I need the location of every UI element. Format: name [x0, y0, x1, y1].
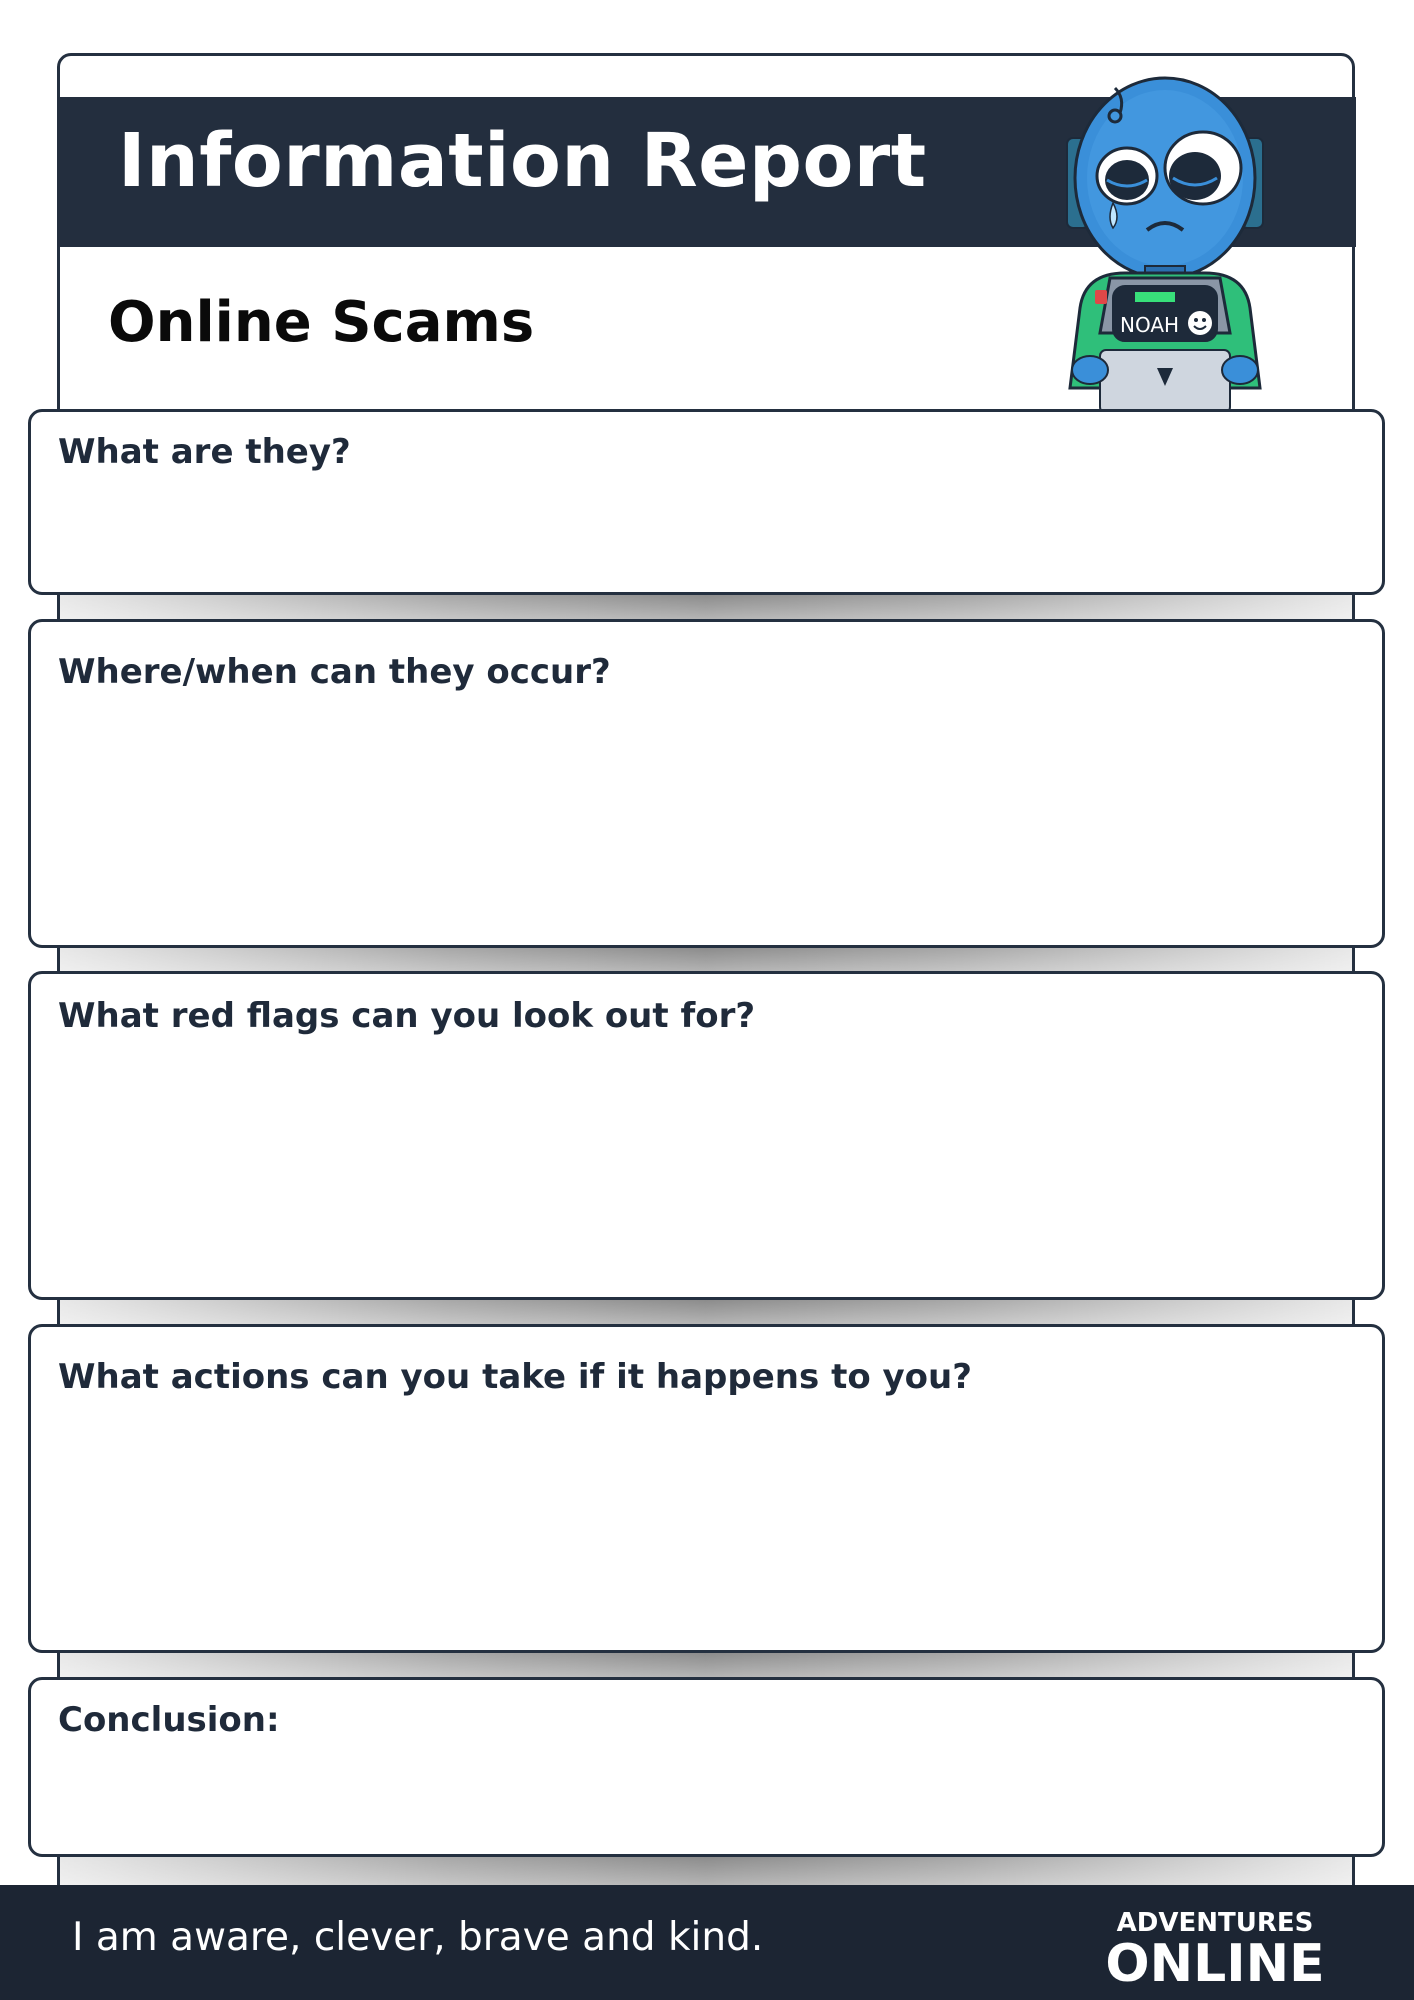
footer-bar: [0, 1885, 1414, 2000]
section-divider: [60, 595, 1352, 619]
section-label: What red flags can you look out for?: [58, 996, 756, 1036]
logo-line-adventures: ADVENTURES: [1116, 1908, 1314, 1938]
footer-motto: I am aware, clever, brave and kind.: [72, 1915, 764, 1960]
page-title: Information Report: [118, 118, 927, 204]
robot-mascot-icon: [1055, 68, 1275, 413]
logo-line-online: ONLINE: [1105, 1934, 1325, 1991]
mascot-badge-text: NOAH: [1120, 313, 1180, 337]
section-label: Where/when can they occur?: [58, 652, 611, 692]
section-red-flags[interactable]: [28, 971, 1385, 1300]
section-divider: [60, 1857, 1352, 1885]
section-conclusion[interactable]: [28, 1677, 1385, 1857]
section-divider: [60, 948, 1352, 972]
adventures-online-logo: [1095, 1901, 1335, 1991]
section-divider: [60, 1653, 1352, 1677]
section-label: What actions can you take if it happens to you?: [58, 1357, 972, 1397]
section-what-are-they[interactable]: [28, 409, 1385, 595]
section-label: Conclusion:: [58, 1700, 280, 1740]
section-where-when[interactable]: [28, 619, 1385, 948]
section-actions[interactable]: [28, 1324, 1385, 1653]
section-divider: [60, 1300, 1352, 1324]
report-subtitle: Online Scams: [108, 290, 535, 355]
section-label: What are they?: [58, 432, 351, 472]
